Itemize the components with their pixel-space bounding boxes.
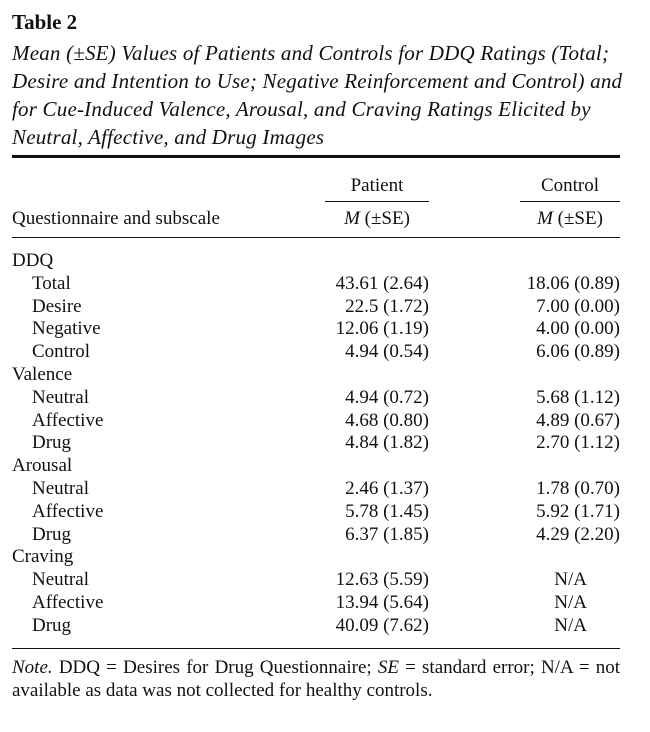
column-header-control: Control	[540, 175, 600, 196]
table-row	[12, 432, 620, 455]
patient-value: 40.09 (7.62)	[335, 614, 429, 636]
table-row	[12, 273, 620, 296]
control-stat-se: (±SE)	[552, 208, 603, 229]
patient-stat-header	[325, 208, 429, 230]
row-label: Desire	[32, 295, 82, 317]
group-label: Arousal	[12, 455, 73, 477]
patient-stat-m: M	[344, 208, 360, 229]
patient-spanner-rule	[325, 201, 429, 202]
table-body	[12, 250, 620, 638]
table-row	[12, 318, 620, 341]
row-label: Total	[32, 272, 71, 294]
control-value: 5.92 (1.71)	[536, 500, 620, 522]
control-value: 1.78 (0.70)	[536, 477, 620, 499]
control-value: N/A	[554, 569, 587, 591]
patient-value: 22.5 (1.72)	[345, 295, 429, 317]
row-label: Affective	[32, 591, 104, 613]
row-label: Negative	[32, 318, 101, 340]
note-lead: Note.	[12, 657, 53, 678]
table-group-row	[12, 364, 620, 387]
row-label: Neutral	[32, 386, 89, 408]
row-label: Neutral	[32, 477, 89, 499]
group-label: Valence	[12, 363, 73, 385]
table-group-row	[12, 546, 620, 569]
control-value: N/A	[554, 614, 587, 636]
patient-value: 5.78 (1.45)	[345, 500, 429, 522]
control-value: 18.06 (0.89)	[526, 272, 620, 294]
table-label: Table 2	[12, 10, 78, 34]
row-label: Drug	[32, 432, 72, 454]
column-header-patient: Patient	[350, 175, 404, 196]
patient-value: 4.68 (0.80)	[345, 409, 429, 431]
top-rule	[12, 155, 620, 158]
patient-value: 13.94 (5.64)	[335, 591, 429, 613]
patient-value: 4.94 (0.54)	[345, 341, 429, 363]
table-row	[12, 592, 620, 615]
bottom-rule	[12, 648, 620, 649]
table-note	[12, 656, 620, 702]
row-label: Drug	[32, 614, 72, 636]
group-label: Craving	[12, 546, 74, 568]
patient-value: 4.84 (1.82)	[345, 432, 429, 454]
row-label: Affective	[32, 409, 104, 431]
patient-value: 4.94 (0.72)	[345, 386, 429, 408]
header-rule	[12, 237, 620, 238]
table-row	[12, 478, 620, 501]
control-value: 7.00 (0.00)	[536, 295, 620, 317]
control-value: N/A	[554, 591, 587, 613]
patient-value: 12.06 (1.19)	[335, 318, 429, 340]
group-label: DDQ	[12, 250, 54, 271]
table-caption: Mean (±SE) Values of Patients and Controls for DDQ Ratings (Total; Desire and Intention to Use; Negative Reinforcement and Control) and for Cue-Induced Valence, Arousal, and Craving Ratings Elicited by Neutral, Affective, and Drug Images	[12, 41, 623, 149]
control-value: 5.68 (1.12)	[536, 386, 620, 408]
patient-value: 12.63 (5.59)	[335, 569, 429, 591]
control-value: 6.06 (0.89)	[536, 341, 620, 363]
control-stat-header	[520, 208, 620, 230]
table-row	[12, 341, 620, 364]
table-row	[12, 410, 620, 433]
row-label: Affective	[32, 500, 104, 522]
table-row	[12, 569, 620, 592]
table-group-row	[12, 250, 620, 273]
control-value: 4.89 (0.67)	[536, 409, 620, 431]
stub-header: Questionnaire and subscale	[12, 208, 220, 229]
table-group-row	[12, 455, 620, 478]
control-value: 4.29 (2.20)	[536, 523, 620, 545]
table-row	[12, 615, 620, 638]
patient-value: 2.46 (1.37)	[345, 477, 429, 499]
table-row	[12, 296, 620, 319]
note-se-abbr: SE	[377, 657, 399, 678]
control-value: 4.00 (0.00)	[536, 318, 620, 340]
control-spanner-rule	[520, 201, 620, 202]
row-label: Control	[32, 341, 91, 363]
note-text-2: = standard error; N/A = not available as data was not collected for healthy controls.	[12, 657, 620, 701]
patient-value: 6.37 (1.85)	[345, 523, 429, 545]
row-label: Neutral	[32, 569, 89, 591]
patient-stat-se: (±SE)	[359, 208, 410, 229]
table-row	[12, 387, 620, 410]
table-row	[12, 501, 620, 524]
patient-value: 43.61 (2.64)	[335, 272, 429, 294]
control-stat-m: M	[537, 208, 553, 229]
row-label: Drug	[32, 523, 72, 545]
control-value: 2.70 (1.12)	[536, 432, 620, 454]
note-text-1: DDQ = Desires for Drug Questionnaire;	[52, 657, 378, 678]
table-row	[12, 524, 620, 547]
